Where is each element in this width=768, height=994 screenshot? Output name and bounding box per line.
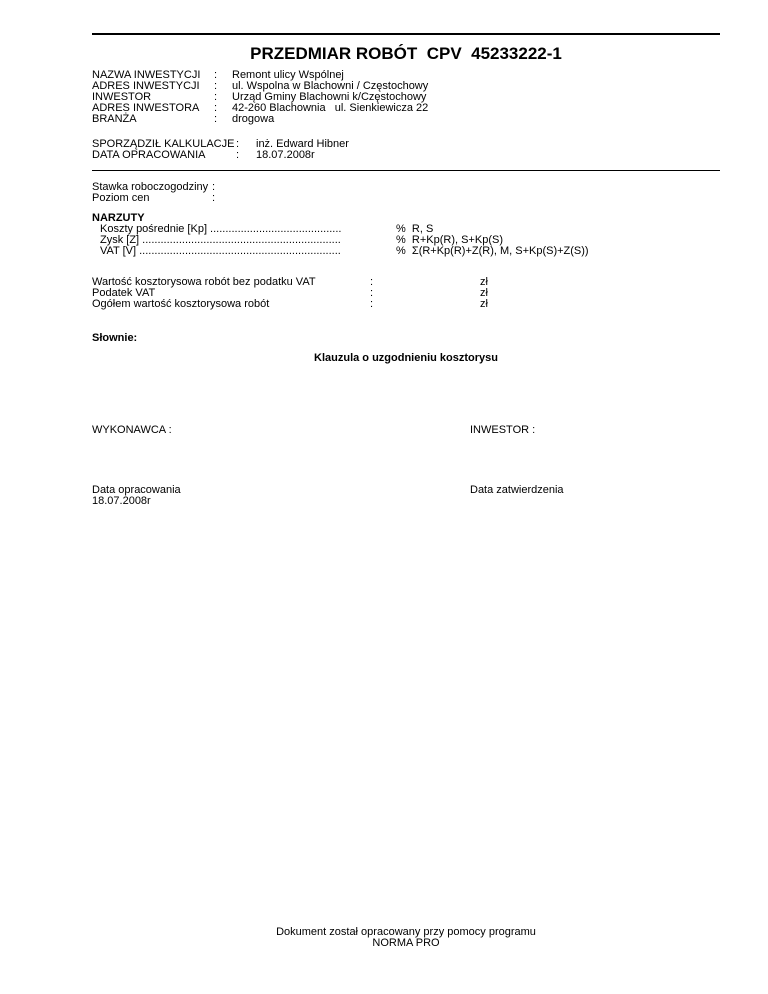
label-author: SPORZĄDZIŁ KALKULACJE	[92, 138, 235, 150]
colon: :	[214, 80, 218, 92]
total-label: Podatek VAT	[92, 287, 156, 299]
colon: :	[212, 181, 216, 193]
top-rule	[92, 33, 720, 35]
surcharges-heading: NARZUTY	[92, 212, 145, 224]
label-price-level: Poziom cen	[92, 192, 150, 204]
value-investor-address: 42-260 Blachownia ul. Sienkiewicza 22	[232, 102, 429, 114]
prep-date-label: Data opracowania	[92, 484, 181, 496]
value-prep-date: 18.07.2008r	[256, 149, 315, 161]
section-rule	[92, 170, 720, 171]
colon: :	[214, 91, 218, 103]
label-investor: INWESTOR	[92, 91, 152, 103]
total-label: Ogółem wartość kosztorysowa robót	[92, 298, 270, 310]
total-unit: zł	[480, 298, 488, 310]
label-hourly-rate: Stawka roboczogodziny	[92, 181, 209, 193]
total-colon: :	[370, 276, 374, 288]
total-label: Wartość kosztorysowa robót bez podatku VAT	[92, 276, 316, 288]
label-branch: BRANŻA	[92, 113, 137, 125]
value-branch: drogowa	[232, 113, 275, 125]
words-label: Słownie:	[92, 332, 138, 344]
approval-date-label: Data zatwierdzenia	[470, 484, 564, 496]
total-colon: :	[370, 298, 374, 310]
surcharge-formula: % Σ(R+Kp(R)+Z(R), M, S+Kp(S)+Z(S))	[396, 245, 589, 257]
label-prep-date: DATA OPRACOWANIA	[92, 149, 206, 161]
total-colon: :	[370, 287, 374, 299]
colon: :	[214, 102, 218, 114]
surcharge-label: VAT [V] ..................................................................	[100, 245, 341, 257]
clause-heading: Klauzula o uzgodnieniu kosztorysu	[314, 352, 498, 364]
surcharge-formula: % R+Kp(R), S+Kp(S)	[396, 234, 503, 246]
value-investment-address: ul. Wspolna w Blachowni / Częstochowy	[232, 80, 429, 92]
label-investment-name: NAZWA INWESTYCJI	[92, 69, 201, 81]
colon: :	[236, 138, 240, 150]
colon: :	[236, 149, 240, 161]
label-investment-address: ADRES INWESTYCJI	[92, 80, 200, 92]
colon: :	[214, 113, 218, 125]
value-investor: Urząd Gminy Blachowni k/Częstochowy	[232, 91, 427, 103]
page-title: PRZEDMIAR ROBÓT CPV 45233222-1	[250, 44, 562, 63]
label-investor-address: ADRES INWESTORA	[92, 102, 200, 114]
value-investment-name: Remont ulicy Wspólnej	[232, 69, 344, 81]
total-unit: zł	[480, 287, 488, 299]
surcharge-formula: % R, S	[396, 223, 434, 235]
surcharge-label: Koszty pośrednie [Kp] ...........................................	[100, 223, 342, 235]
contractor-label: WYKONAWCA :	[92, 424, 172, 436]
colon: :	[214, 69, 218, 81]
investor-signature-label: INWESTOR :	[470, 424, 536, 436]
footer-line2: NORMA PRO	[372, 937, 440, 949]
colon: :	[212, 192, 216, 204]
prep-date-value: 18.07.2008r	[92, 495, 151, 507]
value-author: inż. Edward Hibner	[256, 138, 349, 150]
footer-line1: Dokument został opracowany przy pomocy programu	[276, 926, 536, 938]
surcharge-label: Zysk [Z] .................................................................	[100, 234, 341, 246]
total-unit: zł	[480, 276, 488, 288]
